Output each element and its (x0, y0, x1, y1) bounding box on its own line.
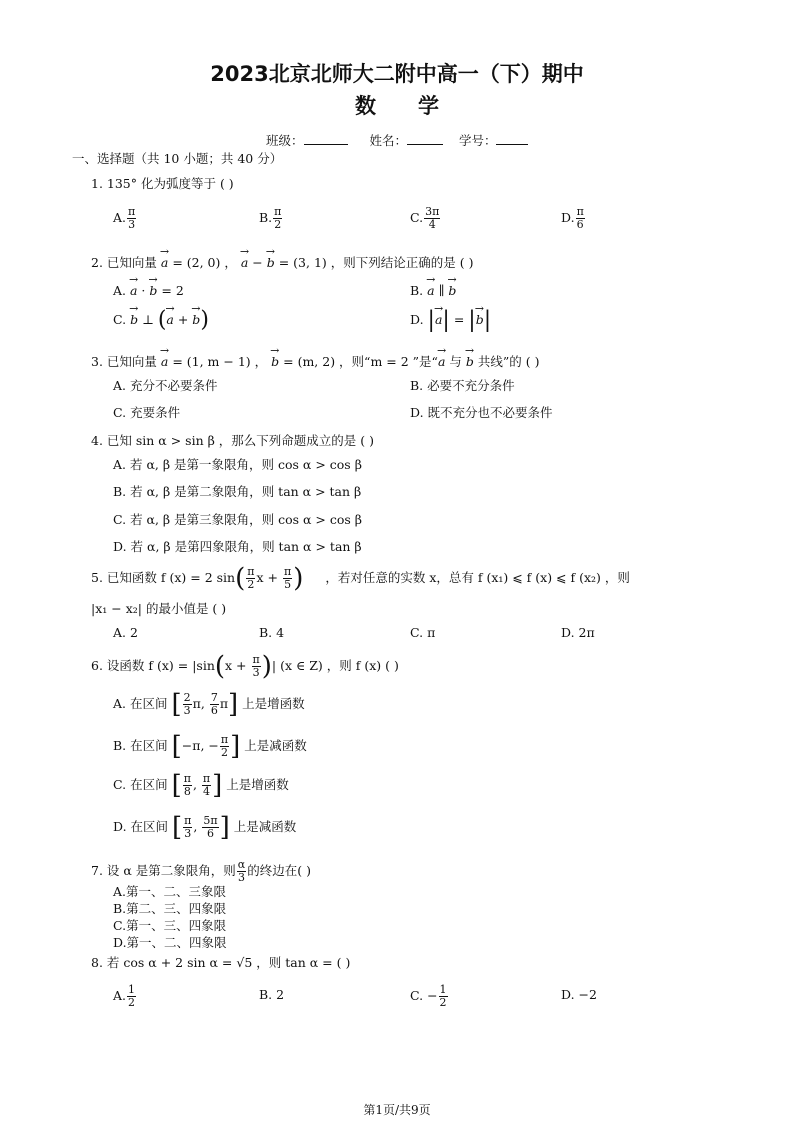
page-footer: 第1页/共9页 (363, 1103, 431, 1117)
q7-option-b[interactable]: B.第二、三、四象限 (113, 901, 227, 916)
q2-option-a[interactable]: A. → a · → b = 2 (113, 283, 184, 299)
q2-option-b[interactable]: B. → a ∥ → b (410, 283, 456, 299)
q3-option-b[interactable]: B. 必要不充分条件 (410, 378, 515, 393)
name-label: 姓名： (369, 133, 407, 148)
q5-stem: 5. 已知函数 f (x) = 2 sin( $\frac{\pi}{2}$ x + $\frac{\pi}{5}$ ) ，若对任意的实数 x，总有 f (x₁) ⩽ f (x) ⩽ f (x₂) ，则 (91, 563, 630, 594)
q5-option-a[interactable]: A. 2 (113, 625, 138, 640)
class-blank[interactable] (304, 132, 348, 145)
q6-option-c[interactable]: C. 在区间 [ $\frac{\pi}{8}$ , $\frac{\pi}{4}$ ] 上是增函数 (113, 770, 289, 801)
q5-stem-line2: |x₁ − x₂| 的最小值是 ( ) (91, 601, 227, 616)
q7-stem: 7. 设 α 是第二象限角，则 $\frac{\alpha}{3}$ 的终边在( ) (91, 858, 311, 884)
q2-option-d[interactable]: D. |→ a| = |→ b| (410, 312, 491, 329)
q1-option-d[interactable]: D. $\frac{\pi}{6}$ (561, 205, 584, 231)
class-label: 班级： (266, 133, 304, 148)
q6-stem: 6. 设函数 f (x) = |sin(x + $\frac{\pi}{3}$ )| (x ∈ Z) ，则 f (x) ( ) (91, 651, 399, 682)
q4-option-a[interactable]: A. 若 α, β 是第一象限角，则 cos α > cos β (113, 457, 362, 472)
q4-option-c[interactable]: C. 若 α, β 是第三象限角，则 cos α > cos β (113, 512, 363, 527)
q1-option-c[interactable]: C. $\frac{3\pi}{4}$ (410, 205, 440, 231)
section-heading: 一、选择题（共 10 小题；共 40 分） (72, 151, 283, 166)
subject-title: 数 学 (355, 94, 439, 118)
q7-option-a[interactable]: A.第一、二、三象限 (113, 884, 227, 899)
page-title: 2023北京北师大二附中高一（下）期中 (210, 62, 584, 86)
q8-option-a[interactable]: A. $\frac{1}{2}$ (113, 983, 136, 1009)
id-label: 学号： (458, 133, 497, 148)
q3-option-c[interactable]: C. 充要条件 (113, 405, 181, 420)
q8-option-b[interactable]: B. 2 (259, 987, 285, 1002)
q8-option-d[interactable]: D. −2 (561, 987, 597, 1002)
q3-option-a[interactable]: A. 充分不必要条件 (113, 378, 218, 393)
q8-stem: 8. 若 cos α + 2 sin α = √5 ，则 tan α = ( ) (91, 955, 351, 970)
student-info (266, 132, 528, 149)
q1-option-b[interactable]: B. $\frac{\pi}{2}$ (259, 205, 282, 231)
q8-option-c[interactable]: C. − $\frac{1}{2}$ (410, 983, 447, 1009)
q6-option-d[interactable]: D. 在区间 [ $\frac{\pi}{3}$ , $\frac{5\pi}{6}$ ] 上是减函数 (113, 812, 297, 843)
q1-stem: 1. 135° 化为弧度等于 ( ) (91, 176, 234, 191)
q4-option-d[interactable]: D. 若 α, β 是第四象限角，则 tan α > tan β (113, 539, 362, 554)
q6-option-b[interactable]: B. 在区间 [−π, − $\frac{\pi}{2}$ ] 上是减函数 (113, 731, 307, 762)
q7-option-c[interactable]: C.第一、三、四象限 (113, 918, 227, 933)
q2-option-c[interactable]: C. → b ⊥ (→ a + → b) (113, 312, 209, 329)
q3-option-d[interactable]: D. 既不充分也不必要条件 (410, 405, 553, 420)
q7-option-d[interactable]: D.第一、二、四象限 (113, 935, 227, 950)
id-blank[interactable] (496, 132, 528, 145)
q5-option-b[interactable]: B. 4 (259, 625, 285, 640)
q4-option-b[interactable]: B. 若 α, β 是第二象限角，则 tan α > tan β (113, 484, 362, 499)
q1-option-a[interactable]: A. $\frac{\pi}{3}$ (113, 205, 136, 231)
q2-stem: 2. 已知向量 → a = (2, 0) ， → a − → b = (3, 1) ，则下列结论正确的是 ( ) (91, 255, 473, 271)
q5-option-d[interactable]: D. 2π (561, 625, 595, 640)
q5-option-c[interactable]: C. π (410, 625, 436, 640)
q3-stem: 3. 已知向量 → a = (1, m − 1) ， → b = (m, 2) ，则“m = 2 ”是“→ a 与 → b 共线”的 ( ) (91, 354, 539, 370)
q4-stem: 4. 已知 sin α > sin β ，那么下列命题成立的是 ( ) (91, 433, 375, 448)
name-blank[interactable] (407, 132, 443, 145)
q6-option-a[interactable]: A. 在区间 [ $\frac{2}{3}$ π, $\frac{7}{6}$ π] 上是增函数 (113, 689, 305, 720)
